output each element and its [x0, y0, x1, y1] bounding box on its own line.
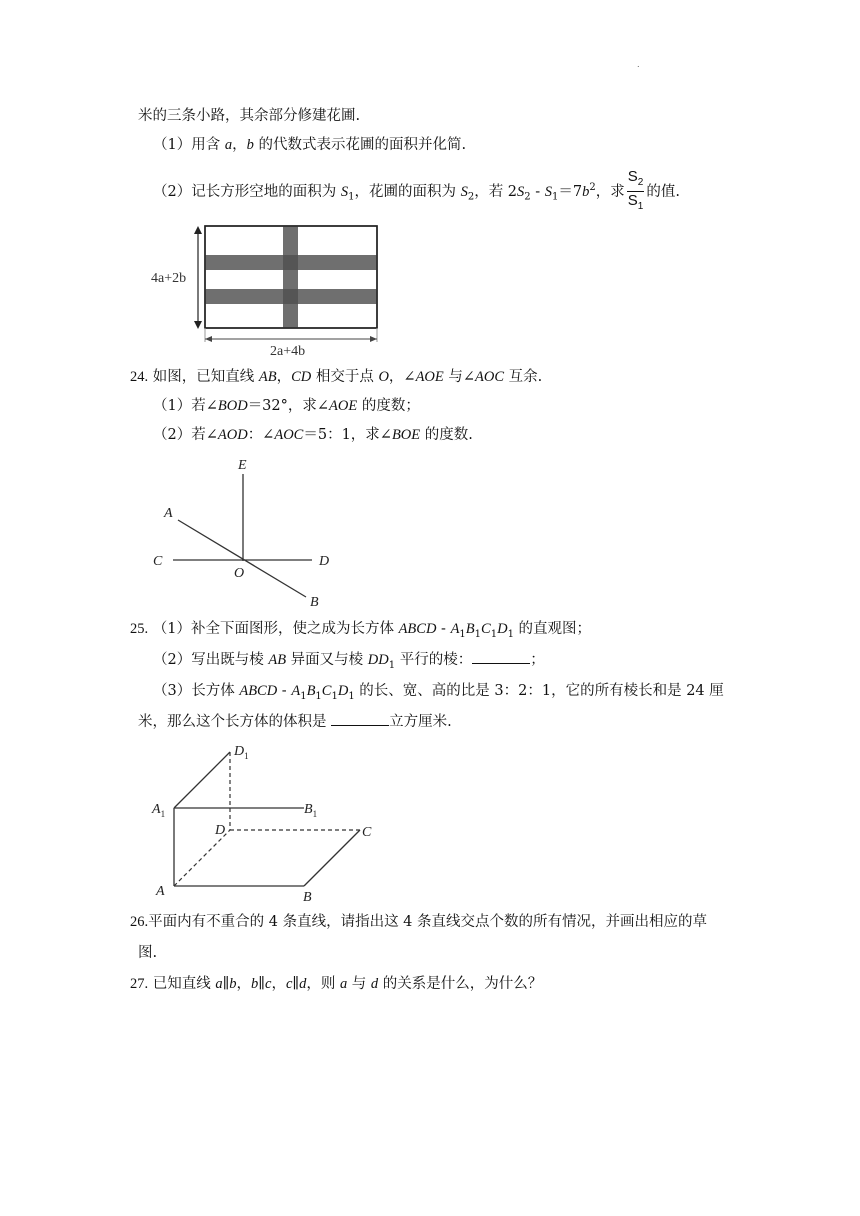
- q25-part3-cont: 米，那么这个长方体的体积是 立方厘米.: [138, 714, 452, 730]
- edge-BC: [304, 830, 360, 886]
- q25-part3: （3）长方体 ABCD ‑ $A_1B_1C_1D_1$ 的长、宽、高的比是 3：2：1，它的所有棱长和是 24 厘: [153, 683, 724, 702]
- label-D: D: [319, 554, 330, 569]
- label-A: A: [156, 884, 165, 899]
- edge-A1D1: [174, 752, 230, 808]
- q23-continuation: 米的三条小路，其余部分修建花圃.: [138, 108, 361, 124]
- q27: 27. 已知直线 a∥b，b∥c，c∥d，则 a 与 d 的关系是什么，为什么？: [130, 976, 543, 992]
- label-B1: $B_1$: [304, 802, 318, 819]
- path-vertical: [283, 226, 298, 328]
- height-label: 4a+2b: [151, 271, 187, 286]
- label-C: C: [153, 554, 163, 569]
- label-C: C: [362, 825, 372, 840]
- label-B: B: [303, 890, 312, 905]
- q26-line2: 图.: [138, 945, 158, 961]
- page-mark: .: [637, 60, 640, 69]
- q26-line1: 26.平面内有不重合的 4 条直线，请指出这 4 条直线交点个数的所有情况，并画出相应的草: [130, 914, 708, 930]
- q24-stem: 24. 如图，已知直线 AB，CD 相交于点 O，∠AOE 与∠AOC 互余.: [130, 369, 543, 385]
- label-A1: $A_1$: [152, 802, 166, 819]
- q24-part1: （1）若∠BOD＝32°，求∠AOE 的度数；: [153, 398, 420, 414]
- label-B: B: [310, 595, 319, 610]
- width-label: 2a+4b: [270, 344, 306, 359]
- garden-diagram: [148, 222, 388, 360]
- q25-part1: 25. （1）补全下面图形，使之成为长方体 ABCD ‑ $A_1B_1C_1D_1$ 的直观图；: [130, 621, 592, 640]
- q24-part2: （2）若∠AOD：∠AOC＝5：1，求∠BOE 的度数.: [153, 427, 473, 443]
- q25-part2: （2）写出既与棱 AB 异面又与棱 $DD_1$ 平行的棱： ；: [153, 652, 545, 671]
- q23-part1: （1）用含 a，b 的代数式表示花圃的面积并化简.: [153, 137, 467, 153]
- answer-blank-edges[interactable]: [472, 651, 530, 664]
- label-D1: $D_1$: [234, 744, 249, 761]
- label-O: O: [234, 566, 245, 581]
- fraction-s2-over-s1: $\frac{S_2}{S_1}$: [627, 168, 644, 213]
- label-E: E: [238, 458, 247, 473]
- answer-blank-volume[interactable]: [331, 713, 389, 726]
- edge-AD-hidden: [174, 830, 230, 886]
- angle-diagram: [146, 452, 340, 612]
- q23-part2: （2）记长方形空地的面积为 $S_1$，花圃的面积为 $S_2$，若 $2S_2$ ‑ $S_1=7b^2$，求 $\frac{S_2}{S_1}$ 的值.: [153, 168, 680, 218]
- line-AB: [178, 520, 306, 597]
- label-A: A: [164, 506, 173, 521]
- cuboid-diagram: [146, 738, 382, 906]
- label-D: D: [215, 823, 226, 838]
